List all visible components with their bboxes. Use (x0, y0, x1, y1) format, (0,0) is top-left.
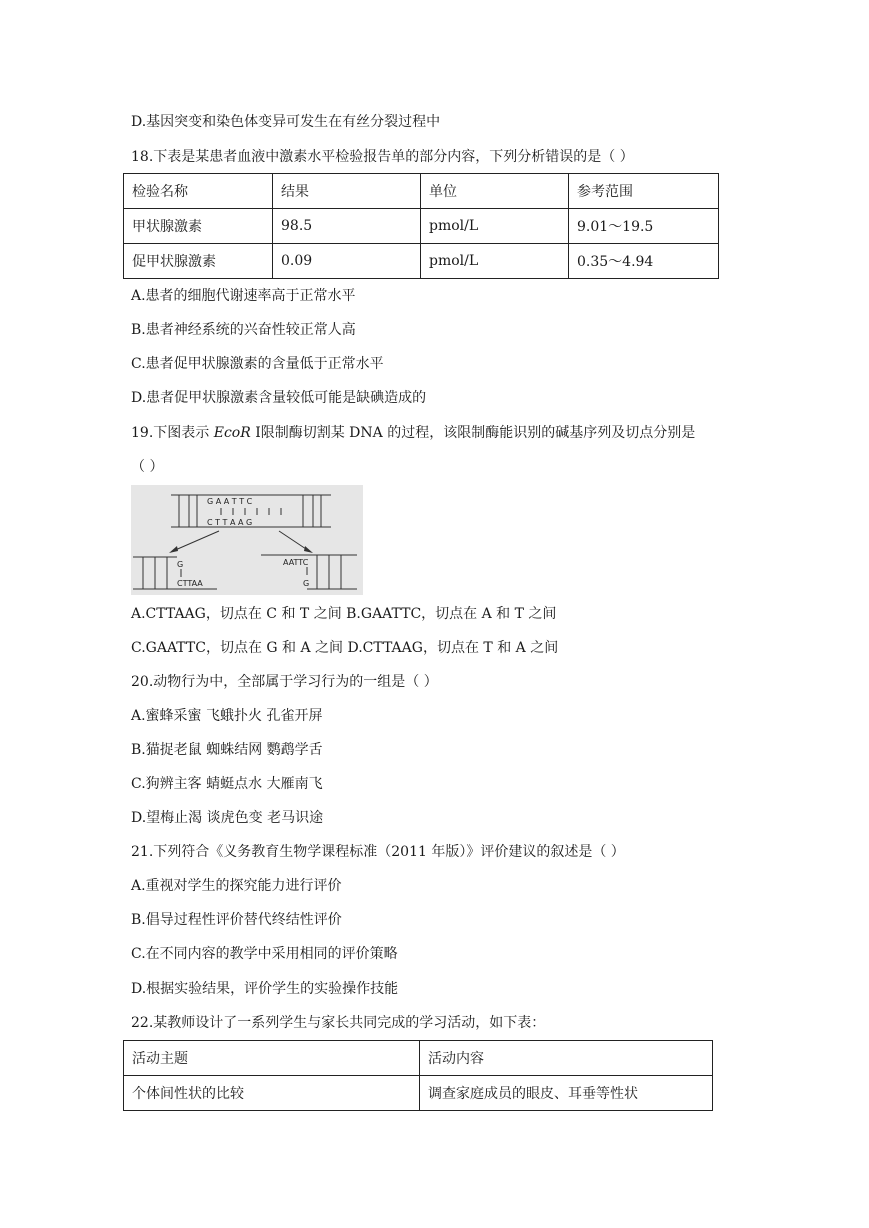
table-cell: pmol/L (421, 244, 569, 279)
table-cell: 个体间性状的比较 (124, 1076, 420, 1111)
q18-option-c: C.患者促甲状腺激素的含量低于正常水平 (131, 356, 384, 372)
q19-options-ab: A.CTTAAG，切点在 C 和 T 之间 B.GAATTC，切点在 A 和 T 之间 (131, 606, 557, 622)
table-header-cell: 参考范围 (569, 174, 719, 209)
bottom-strand-sequence: C T T A A G (207, 518, 253, 527)
left-fragment-sticky-end: CTTAA (177, 579, 203, 588)
table-cell: 调查家庭成员的眼皮、耳垂等性状 (420, 1076, 713, 1111)
q19-dna-cut-figure (131, 485, 363, 595)
q20-option-a: A.蜜蜂采蜜 飞蛾扑火 孔雀开屏 (131, 708, 323, 724)
q19-options-cd: C.GAATTC，切点在 G 和 A 之间 D.CTTAAG，切点在 T 和 A 之间 (131, 640, 559, 656)
q21-option-b: B.倡导过程性评价替代终结性评价 (131, 912, 342, 928)
table-cell: 促甲状腺激素 (124, 244, 273, 279)
q19-stem-line2: （ ） (131, 459, 164, 475)
table-cell: 9.01～19.5 (569, 209, 719, 244)
table-header-cell: 活动主题 (124, 1041, 420, 1076)
q18-stem: 18.下表是某患者血液中激素水平检验报告单的部分内容，下列分析错误的是（ ） (131, 149, 634, 165)
right-fragment-bottom-base: G (303, 579, 310, 588)
q18-option-b: B.患者神经系统的兴奋性较正常人高 (131, 322, 356, 338)
q17-option-d: D.基因突变和染色体变异可发生在有丝分裂过程中 (131, 114, 441, 130)
q18-option-d: D.患者促甲状腺激素含量较低可能是缺碘造成的 (131, 390, 427, 406)
table-header-cell: 单位 (421, 174, 569, 209)
table-header-cell: 检验名称 (124, 174, 273, 209)
table-row (124, 244, 719, 279)
table-cell: pmol/L (421, 209, 569, 244)
right-fragment-sticky-end: AATTC (283, 558, 309, 567)
q21-option-a: A.重视对学生的探究能力进行评价 (131, 878, 342, 894)
table-row (124, 1076, 713, 1111)
q21-option-d: D.根据实验结果，评价学生的实验操作技能 (131, 981, 399, 997)
dna-diagram (131, 485, 363, 595)
table-cell: 0.09 (273, 244, 421, 279)
q22-stem: 22.某教师设计了一系列学生与家长共同完成的学习活动，如下表： (131, 1015, 546, 1031)
q19-stem (131, 424, 695, 442)
q20-option-c: C.狗辨主客 蜻蜓点水 大雁南飞 (131, 776, 323, 792)
q20-option-d: D.望梅止渴 谈虎色变 老马识途 (131, 810, 324, 826)
q20-option-b: B.猫捉老鼠 蜘蛛结网 鹦鹉学舌 (131, 742, 323, 758)
table-cell: 98.5 (273, 209, 421, 244)
table-row (124, 209, 719, 244)
q19-enzyme-name: EcoR (213, 425, 251, 441)
left-fragment-top-base: G (177, 560, 184, 569)
q21-option-c: C.在不同内容的教学中采用相同的评价策略 (131, 946, 398, 962)
q18-option-a: A.患者的细胞代谢速率高于正常水平 (131, 288, 356, 304)
table-header-cell: 结果 (273, 174, 421, 209)
top-strand-sequence: G A A T T C (207, 497, 253, 506)
table-header-row (124, 174, 719, 209)
q18-hormone-table (123, 173, 719, 279)
q19-stem-suffix: Ⅰ限制酶切割某 DNA 的过程，该限制酶能识别的碱基序列及切点分别是 (250, 425, 696, 441)
table-cell: 甲状腺激素 (124, 209, 273, 244)
table-header-cell: 活动内容 (420, 1041, 713, 1076)
q22-activity-table (123, 1040, 713, 1111)
q21-stem: 21.下列符合《义务教育生物学课程标准（2011 年版）》评价建议的叙述是（ ） (131, 844, 625, 860)
q20-stem: 20.动物行为中，全部属于学习行为的一组是（ ） (131, 674, 438, 690)
q19-stem-prefix: 19.下图表示 (131, 425, 214, 441)
table-cell: 0.35～4.94 (569, 244, 719, 279)
table-header-row (124, 1041, 713, 1076)
